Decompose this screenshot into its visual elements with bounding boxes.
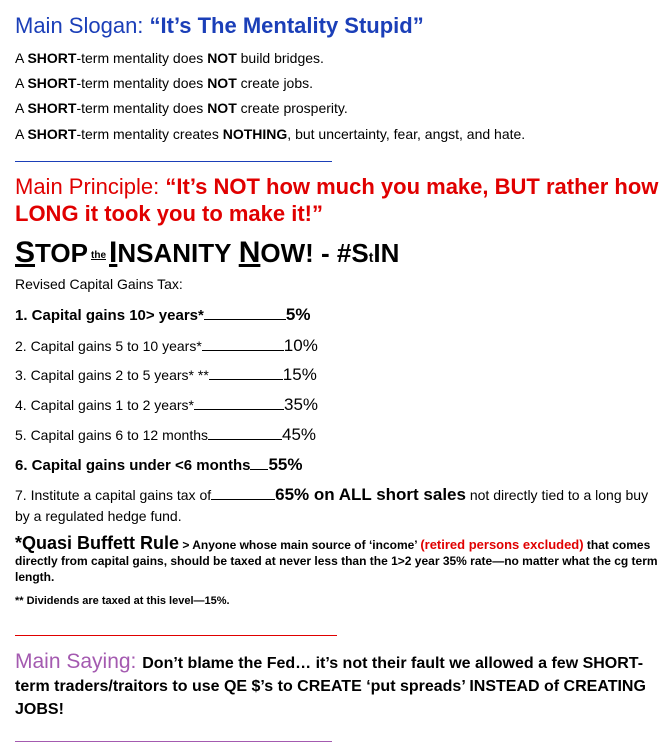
item-label: 3. Capital gains 2 to 5 years* ** xyxy=(15,367,209,383)
fill-rule xyxy=(202,338,284,351)
saying-text: Don’t blame the Fed… it’s not their fault we allowed a few SHORT-term traders/traitors to use QE $’s to CREATE ‘put spreads’ INSTEAD of CREATING JOBS! xyxy=(15,655,646,718)
fill-rule xyxy=(194,397,284,410)
rule-text: > Anyone whose main source of ‘income’ xyxy=(179,538,421,552)
text-bold: NOTHING xyxy=(222,126,288,142)
text: create jobs. xyxy=(236,75,314,91)
fill-rule xyxy=(208,427,282,440)
rule-text: that comes directly from capital gains, should be taxed at never less than the 1>2 year 35% rate—no matter what the cg term length. xyxy=(15,538,658,584)
text: A xyxy=(15,75,28,91)
text: build bridges. xyxy=(236,50,324,66)
text: A xyxy=(15,50,28,66)
text: S xyxy=(15,236,36,269)
saying-label: Main Saying: xyxy=(15,650,143,673)
text: OW! - #S xyxy=(260,238,369,268)
tax-item-6 xyxy=(15,455,303,475)
principle-label: Main Principle: xyxy=(15,174,166,199)
stop-the-insanity-heading xyxy=(15,236,399,270)
fill-rule xyxy=(250,457,268,470)
item-rate: 65% on ALL short sales xyxy=(275,485,466,504)
item-label: 5. Capital gains 6 to 12 months xyxy=(15,427,209,443)
main-principle xyxy=(15,173,665,227)
fill-rule xyxy=(204,307,286,320)
tax-item-4 xyxy=(15,395,318,415)
item-label: 1. Capital gains 10> years* xyxy=(15,307,204,324)
text: -term mentality does xyxy=(76,75,208,91)
tax-item-1 xyxy=(15,305,310,325)
rule-title: *Quasi Buffett Rule xyxy=(15,533,180,553)
dividends-note: ** Dividends are taxed at this level—15%. xyxy=(15,595,230,607)
tax-item-3 xyxy=(15,365,317,385)
item-rate: 10% xyxy=(283,336,318,355)
text: A xyxy=(15,100,28,116)
main-slogan-heading xyxy=(15,13,424,39)
divider-red xyxy=(15,635,337,636)
text: N xyxy=(238,236,261,269)
item-rate: 35% xyxy=(284,395,319,414)
rule-exclusion: (retired persons excluded) xyxy=(420,537,584,552)
item-label: 2. Capital gains 5 to 10 years* xyxy=(15,338,202,354)
main-saying xyxy=(15,650,665,721)
text-bold: NOT xyxy=(207,100,237,116)
text: I xyxy=(109,236,118,269)
text-bold: SHORT xyxy=(27,50,77,66)
text-bold: SHORT xyxy=(27,126,77,142)
revised-tax-label: Revised Capital Gains Tax: xyxy=(15,276,183,292)
text: -term mentality creates xyxy=(76,126,223,142)
tax-item-5 xyxy=(15,425,316,445)
text: the xyxy=(91,249,106,261)
item-label: 6. Capital gains under <6 months xyxy=(15,457,251,474)
item-rate: 5% xyxy=(285,305,311,324)
divider-blue xyxy=(15,161,332,162)
item-rate: 45% xyxy=(282,425,317,444)
text-bold: SHORT xyxy=(27,100,77,116)
text: NSANITY xyxy=(117,238,232,268)
text: TOP xyxy=(35,238,88,268)
text-bold: NOT xyxy=(207,75,237,91)
item-rate: 15% xyxy=(282,365,317,384)
text: IN xyxy=(373,238,400,268)
principle-quote: “It’s NOT how much you make, BUT rather how LONG it took you to make it!” xyxy=(15,174,659,226)
slogan-line-1 xyxy=(15,50,324,66)
fill-rule xyxy=(211,487,275,500)
text-bold: NOT xyxy=(207,50,237,66)
text: -term mentality does xyxy=(76,100,208,116)
text: t xyxy=(368,249,374,265)
item-label: 4. Capital gains 1 to 2 years* xyxy=(15,397,194,413)
fill-rule xyxy=(209,367,283,380)
text: create prosperity. xyxy=(236,100,348,116)
text: , but uncertainty, fear, angst, and hate. xyxy=(287,126,526,142)
item-text: not directly tied to a long buy by a regulated hedge fund. xyxy=(15,487,649,524)
item-label: 7. Institute a capital gains tax of xyxy=(15,487,212,503)
slogan-line-4 xyxy=(15,126,525,142)
slogan-line-2 xyxy=(15,75,313,91)
text: -term mentality does xyxy=(76,50,208,66)
item-rate: 55% xyxy=(268,455,303,474)
slogan-line-3 xyxy=(15,100,348,116)
tax-item-2 xyxy=(15,336,318,356)
tax-item-7 xyxy=(15,484,665,527)
divider-purple xyxy=(15,741,332,742)
text: A xyxy=(15,126,28,142)
slogan-label: Main Slogan: xyxy=(15,13,150,38)
quasi-buffett-rule xyxy=(15,535,665,585)
slogan-quote: “It’s The Mentality Stupid” xyxy=(149,13,424,38)
text-bold: SHORT xyxy=(27,75,77,91)
